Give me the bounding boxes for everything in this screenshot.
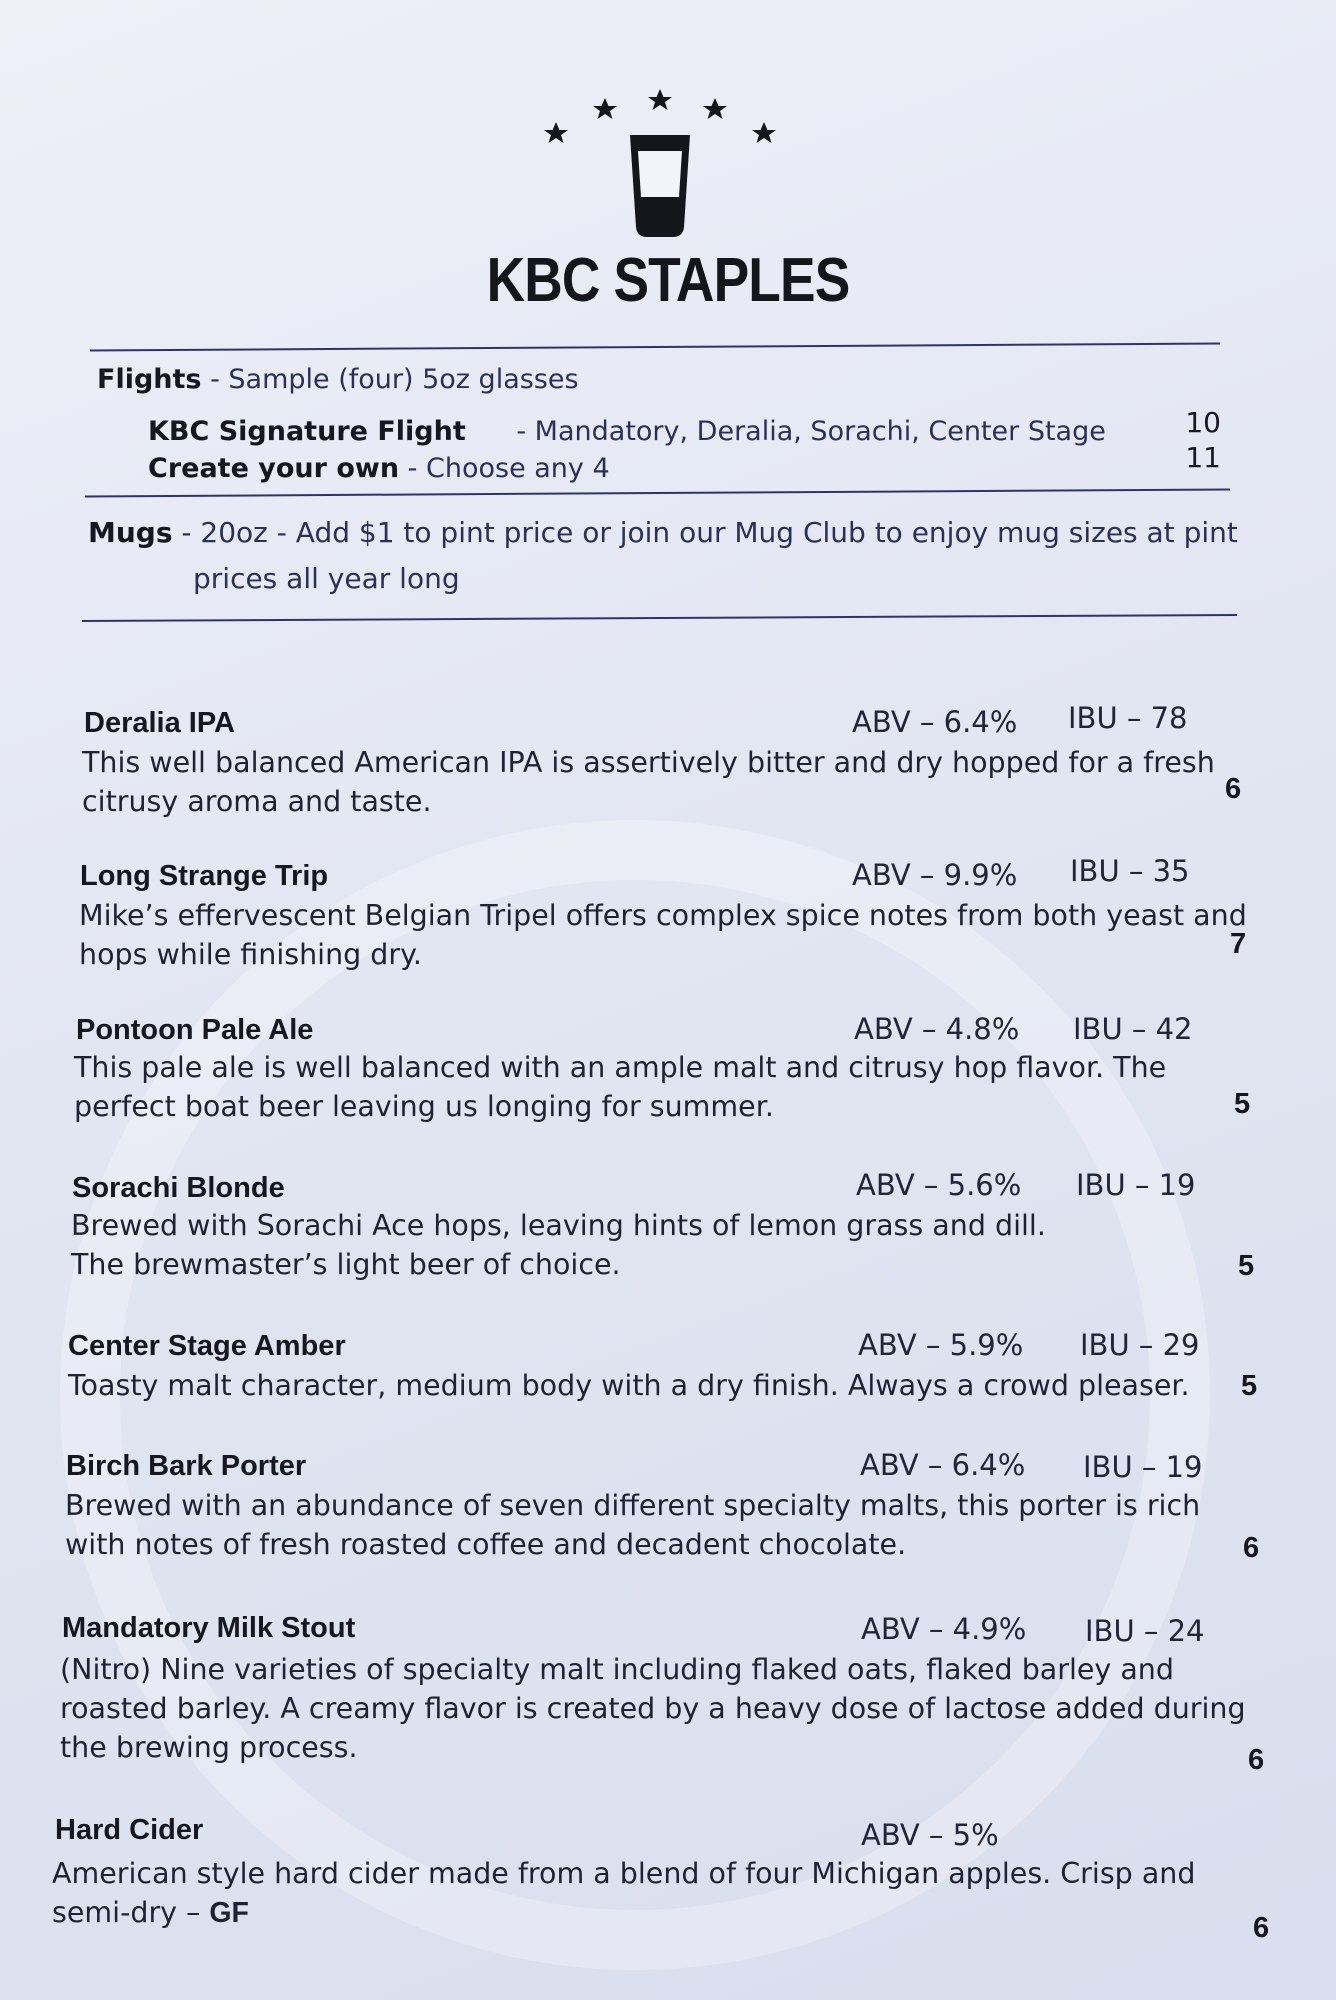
- beer-price: 5: [1234, 1088, 1251, 1120]
- mugs-label: Mugs: [88, 516, 173, 549]
- flight-price: 10: [1185, 406, 1221, 439]
- desc-line: This well balanced American IPA is assertively bitter and dry hopped for a fresh: [82, 746, 1215, 779]
- star-icon: [593, 98, 617, 119]
- star-icon: [544, 122, 568, 143]
- beer-description: [52, 1854, 1195, 1933]
- beer-price: 5: [1241, 1370, 1258, 1402]
- beer-name: Hard Cider: [55, 1814, 204, 1846]
- desc-line: Toasty malt character, medium body with a dry finish. Always a crowd pleaser.: [68, 1369, 1190, 1402]
- beer-name: Birch Bark Porter: [66, 1450, 307, 1482]
- beer-glass-stars-logo: [530, 85, 790, 245]
- flight-name: Create your own: [148, 453, 400, 484]
- beer-abv: ABV – 5%: [861, 1818, 999, 1852]
- beer-description: [71, 1206, 1046, 1284]
- beer-name: Center Stage Amber: [68, 1330, 346, 1362]
- desc-text: semi-dry –: [52, 1896, 210, 1929]
- beer-abv: ABV – 6.4%: [860, 1448, 1026, 1482]
- beer-ibu: IBU – 78: [1068, 701, 1188, 735]
- flights-label: Flights: [97, 364, 202, 395]
- beer-price: 6: [1253, 1912, 1270, 1944]
- flights-desc: - Sample (four) 5oz glasses: [201, 364, 579, 395]
- flight-item: [148, 453, 610, 484]
- beer-abv: ABV – 5.6%: [856, 1168, 1022, 1202]
- beer-description: [82, 743, 1215, 821]
- flight-item: [148, 416, 1106, 447]
- beer-price: 6: [1225, 773, 1242, 805]
- beer-description: [74, 1048, 1166, 1126]
- mugs-desc: - 20oz - Add $1 to pint price or join our Mug Club to enjoy mug sizes at pint: [172, 516, 1238, 549]
- beer-name: Sorachi Blonde: [72, 1172, 285, 1204]
- flight-desc: - Mandatory, Deralia, Sorachi, Center Stage: [516, 416, 1106, 447]
- divider: [82, 614, 1237, 622]
- beer-abv: ABV – 9.9%: [852, 858, 1018, 892]
- divider: [90, 343, 1220, 352]
- desc-line: Brewed with an abundance of seven different specialty malts, this porter is rich: [65, 1489, 1201, 1522]
- divider: [85, 489, 1230, 498]
- flight-desc: - Choose any 4: [399, 453, 610, 484]
- mugs-desc-cont: prices all year long: [193, 562, 460, 595]
- desc-line: The brewmaster’s light beer of choice.: [71, 1248, 621, 1281]
- flight-name: KBC Signature Flight: [148, 416, 466, 447]
- beer-description: [68, 1366, 1190, 1405]
- desc-line: hops while finishing dry.: [79, 938, 422, 971]
- beer-price: 7: [1230, 928, 1247, 960]
- beer-description: [65, 1486, 1200, 1564]
- beer-abv: ABV – 6.4%: [852, 705, 1018, 739]
- gluten-free-tag: GF: [209, 1897, 249, 1929]
- beer-name: Deralia IPA: [84, 707, 235, 739]
- beer-price: 5: [1238, 1250, 1255, 1282]
- desc-line: roasted barley. A creamy flavor is created by a heavy dose of lactose added during: [60, 1692, 1246, 1725]
- desc-line: Mike’s effervescent Belgian Tripel offers complex spice notes from both yeast and: [79, 899, 1247, 932]
- desc-line: the brewing process.: [60, 1731, 358, 1764]
- beer-abv: ABV – 4.9%: [861, 1612, 1027, 1646]
- beer-price: 6: [1243, 1532, 1260, 1564]
- desc-line: American style hard cider made from a blend of four Michigan apples. Crisp and: [52, 1857, 1196, 1890]
- beer-ibu: IBU – 24: [1085, 1614, 1205, 1648]
- beer-price: 6: [1248, 1744, 1265, 1776]
- beer-ibu: IBU – 19: [1076, 1168, 1196, 1202]
- desc-line: This pale ale is well balanced with an ample malt and citrusy hop flavor. The: [74, 1051, 1167, 1084]
- star-icon: [752, 122, 776, 143]
- beer-ibu: IBU – 29: [1080, 1328, 1200, 1362]
- beer-ibu: IBU – 42: [1073, 1012, 1193, 1046]
- star-icon: [703, 98, 727, 119]
- beer-name: Pontoon Pale Ale: [76, 1014, 314, 1046]
- flights-header: [97, 364, 579, 395]
- desc-line: (Nitro) Nine varieties of specialty malt including flaked oats, flaked barley and: [60, 1653, 1174, 1686]
- desc-line: perfect boat beer leaving us longing for summer.: [74, 1090, 774, 1123]
- star-icon: [648, 89, 672, 110]
- beer-abv: ABV – 5.9%: [858, 1328, 1024, 1362]
- flight-price: 11: [1185, 441, 1221, 474]
- beer-description: [60, 1650, 1246, 1767]
- desc-line: with notes of fresh roasted coffee and decadent chocolate.: [65, 1528, 907, 1561]
- desc-line: citrusy aroma and taste.: [82, 785, 432, 818]
- beer-description: [79, 896, 1247, 974]
- beer-name: Mandatory Milk Stout: [62, 1612, 356, 1644]
- beer-ibu: IBU – 35: [1070, 854, 1190, 888]
- beer-abv: ABV – 4.8%: [854, 1012, 1020, 1046]
- mugs-section: [88, 510, 1248, 602]
- desc-line: [52, 1893, 1195, 1933]
- beer-ibu: IBU – 19: [1083, 1450, 1203, 1484]
- beer-name: Long Strange Trip: [80, 860, 329, 892]
- page-title: KBC STAPLES: [486, 246, 850, 315]
- desc-line: Brewed with Sorachi Ace hops, leaving hints of lemon grass and dill.: [71, 1209, 1046, 1242]
